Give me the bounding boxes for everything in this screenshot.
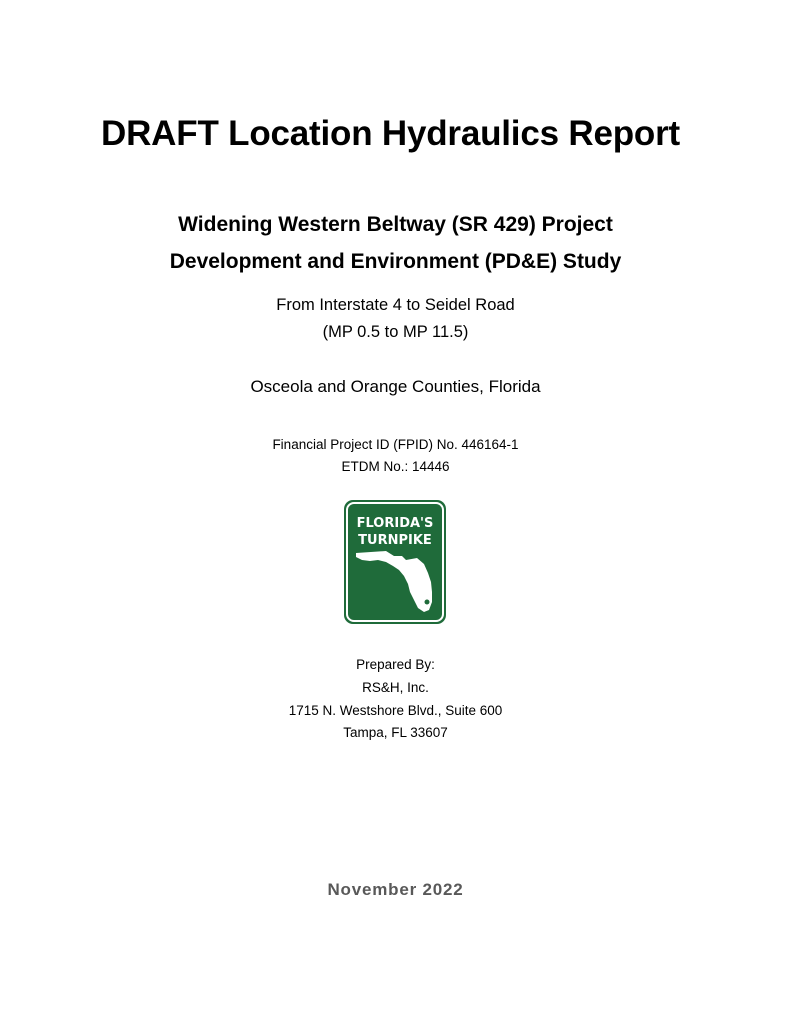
florida-turnpike-logo bbox=[344, 500, 446, 624]
logo-text-line-2: TURNPIKE bbox=[358, 533, 432, 548]
prepared-by-company: RS&H, Inc. bbox=[362, 680, 429, 695]
company-address-line-1: 1715 N. Westshore Blvd., Suite 600 bbox=[288, 703, 503, 718]
route-limits: From Interstate 4 to Seidel Road bbox=[276, 296, 515, 314]
report-title: DRAFT Location Hydraulics Report bbox=[101, 114, 680, 153]
project-title-line-2: Development and Environment (PD&E) Study bbox=[169, 250, 622, 273]
logo-text-line-1: FLORIDA'S bbox=[356, 516, 434, 531]
milepost-range: (MP 0.5 to MP 11.5) bbox=[322, 323, 469, 341]
logo-map-dot bbox=[425, 600, 430, 605]
report-date: November 2022 bbox=[327, 880, 464, 899]
etdm-number: ETDM No.: 14446 bbox=[341, 459, 450, 474]
prepared-by-label: Prepared By: bbox=[356, 657, 435, 672]
project-title-line-1: Widening Western Beltway (SR 429) Project bbox=[178, 213, 613, 236]
company-address-line-2: Tampa, FL 33607 bbox=[343, 725, 448, 740]
fpid-number: Financial Project ID (FPID) No. 446164-1 bbox=[272, 437, 519, 452]
counties-location: Osceola and Orange Counties, Florida bbox=[250, 377, 541, 396]
